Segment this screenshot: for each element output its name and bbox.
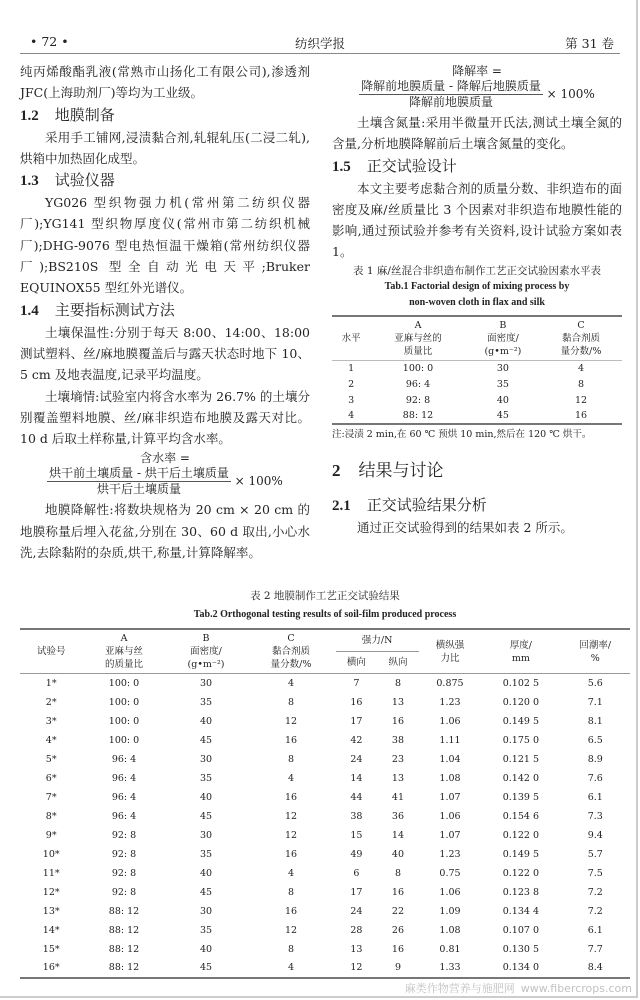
- table-cell: 40: [199, 943, 213, 955]
- paragraph: 地膜降解性:将数块规格为 20 cm × 20 cm 的地膜称量后埋入花盆,分别在 30、60 d 取出,小心水洗,去除黏附的杂质,烘干,称量,计算降解率。: [20, 502, 310, 561]
- paragraph: 纯丙烯酸酯乳液(常熟市山扬化工有限公司),渗透剂 JFC(上海助剂厂)等均为工业级。: [20, 64, 310, 101]
- table-cell: 6: [353, 867, 360, 879]
- table-cell: 1*: [45, 677, 57, 689]
- table-cell: 16: [350, 696, 363, 708]
- table-cell: 30: [199, 753, 213, 765]
- table-cell: 8.4: [587, 962, 603, 973]
- table-cell: 0.81: [439, 943, 461, 955]
- table-cell: 0.102 5: [502, 677, 539, 689]
- table-cell: 12: [350, 962, 363, 973]
- table-cell: 8*: [45, 810, 57, 822]
- degradation-formula: 降解率 = $\frac{\text{降解前地膜质量 - 降解后地膜质量}}{\text{降解前地膜质量}}$ × 100%: [361, 64, 595, 109]
- table-cell: 49: [350, 848, 363, 860]
- table-cell: 0.120 0: [502, 696, 539, 708]
- table-cell: 0.122 0: [502, 829, 539, 841]
- table-cell: 1.08: [439, 924, 461, 936]
- page-number: • 72 •: [30, 34, 69, 49]
- table-cell: 4: [578, 363, 585, 375]
- table-cell: 26: [391, 924, 405, 936]
- table-cell: 4: [287, 772, 295, 784]
- table-cell: 12: [574, 394, 588, 406]
- table-row: [332, 360, 622, 376]
- table-row: [20, 864, 630, 883]
- table-cell: 1.06: [439, 715, 461, 727]
- table-cell: 88: 12: [108, 905, 140, 917]
- table-cell: 38: [391, 734, 405, 746]
- table2-caption-cn: 表 2 地膜制作工艺正交试验结果: [250, 590, 400, 602]
- table-cell: 1.08: [439, 772, 461, 784]
- section-heading-2-1: 2.1 正交试验结果分析: [332, 496, 487, 515]
- table-cell: 36: [391, 810, 405, 822]
- table-cell: 41: [391, 791, 405, 803]
- table-cell: 35: [199, 924, 213, 936]
- table-cell: 45: [496, 410, 509, 422]
- table-cell: 16: [391, 886, 405, 898]
- table-cell: 14: [350, 772, 363, 784]
- table-row: [20, 902, 630, 921]
- table-cell: 100: 0: [108, 715, 140, 727]
- table-cell: 0.149 5: [502, 715, 539, 727]
- section-heading-1-4: 1.4 主要指标测试方法: [20, 300, 175, 319]
- table-row: [20, 788, 630, 807]
- table-cell: 88: 12: [108, 943, 140, 955]
- table-cell: 22: [391, 905, 405, 917]
- table1-note: 注:浸渍 2 min,在 60 ℃ 预烘 10 min,然后在 120 ℃ 烘干。: [332, 429, 592, 441]
- table-row: [20, 693, 630, 712]
- section-heading-1-5: 1.5 正交试验设计: [332, 156, 457, 175]
- table-cell: 1.07: [439, 829, 461, 841]
- table1-caption-en: non-woven cloth in flax and silk: [409, 296, 545, 308]
- table-cell: 0.149 5: [502, 848, 539, 860]
- table2-block: [20, 588, 630, 979]
- table-cell: 0.123 8: [502, 886, 539, 898]
- table-cell: 35: [199, 696, 213, 708]
- table-cell: 96: 4: [111, 753, 137, 765]
- table-cell: 100: 0: [108, 677, 140, 689]
- table-cell: 92: 8: [111, 886, 137, 898]
- table2: [20, 628, 630, 979]
- table-cell: 24: [350, 753, 363, 765]
- table-cell: 96: 4: [111, 772, 137, 784]
- table-cell: 0.75: [439, 867, 461, 879]
- table-cell: 1.23: [439, 848, 461, 860]
- table1: [332, 315, 622, 426]
- table-cell: 40: [496, 394, 509, 406]
- table-cell: 42: [350, 734, 363, 746]
- table-cell: 16: [574, 410, 588, 422]
- col-header: 水平: [332, 316, 370, 361]
- section-heading-1-3: 1.3 试验仪器: [20, 171, 115, 190]
- table-cell: 7.2: [587, 905, 603, 917]
- table-cell: 14: [391, 829, 405, 841]
- table-row: [20, 921, 630, 940]
- left-column: [20, 61, 310, 563]
- table-cell: 45: [199, 810, 213, 822]
- table-cell: 16*: [42, 962, 60, 973]
- table-cell: 12: [284, 924, 298, 936]
- table-row: [20, 807, 630, 826]
- section-heading-1-2: 1.2 地膜制备: [20, 105, 115, 124]
- right-column: [332, 62, 622, 539]
- running-header: [20, 34, 620, 54]
- table-cell: 100: 0: [108, 734, 140, 746]
- table-cell: 30: [199, 905, 213, 917]
- paragraph: 土壤保温性:分别于每天 8:00、14:00、18:00 测试塑料、丝/麻地膜覆盖后与露天状态时地下 10、5 cm 及地表温度,记录平均温度。: [20, 324, 310, 383]
- table-cell: 0.130 5: [502, 943, 539, 955]
- table-cell: 40: [199, 867, 213, 879]
- table-cell: 88: 12: [108, 924, 140, 936]
- section-heading-2: 2 结果与讨论: [332, 461, 444, 482]
- table-cell: 16: [284, 791, 298, 803]
- table-cell: 35: [496, 378, 509, 390]
- table-cell: 28: [350, 924, 363, 936]
- paragraph: YG026 型织物强力机(常州第二纺织仪器厂);YG141 型织物厚度仪(常州市第二纺织机械厂);DHG-9076 型电热恒温干燥箱(常州纺织仪器厂);BS210S 型全自动光电天平;Bruker EQUINOX55 型红外光谱仪。: [20, 195, 310, 296]
- table-cell: 1: [348, 363, 355, 375]
- table-cell: 45: [199, 886, 213, 898]
- table-cell: 4: [348, 410, 355, 422]
- table-cell: 0.134 0: [502, 962, 539, 973]
- table-cell: 15*: [42, 943, 60, 955]
- table-cell: 0.134 4: [502, 905, 539, 917]
- table-cell: 0.875: [436, 677, 464, 689]
- table-cell: 5.7: [587, 848, 603, 860]
- table1-caption-cn: 表 1 麻/丝混合非织造布制作工艺正交试验因素水平表: [353, 264, 601, 277]
- table-row: [20, 883, 630, 902]
- table-cell: 15: [350, 829, 363, 841]
- col-header: B 面密度/ (g•m⁻²): [187, 633, 225, 670]
- table-cell: 13: [391, 772, 405, 784]
- table-cell: 1.06: [439, 886, 461, 898]
- table-cell: 12: [284, 810, 298, 822]
- table-cell: 8.9: [587, 753, 603, 765]
- table-cell: 8: [394, 867, 401, 879]
- table-cell: 13: [391, 696, 405, 708]
- table-cell: 8: [394, 677, 401, 689]
- col-header: A 亚麻与丝 的质量比: [104, 633, 143, 670]
- table-cell: 1.07: [439, 791, 461, 803]
- table-cell: 45: [199, 962, 213, 973]
- table-cell: 6*: [45, 772, 57, 784]
- table-cell: 5.6: [587, 677, 603, 689]
- table-cell: 35: [199, 772, 213, 784]
- table-cell: 0.139 5: [502, 791, 539, 803]
- col-header: C 黏合剂质 量分数/%: [270, 633, 312, 670]
- col-header: 回潮率/ %: [579, 639, 612, 664]
- table-cell: 0.122 0: [502, 867, 539, 879]
- table-cell: 4: [287, 962, 295, 973]
- paragraph: 采用手工铺网,浸渍黏合剂,轧辊轧压(二浸二轧),烘箱中加热固化成型。: [20, 129, 310, 166]
- volume-label: 第 31 卷: [565, 36, 614, 51]
- table-cell: 13: [350, 943, 363, 955]
- table-cell: 7.5: [587, 867, 603, 879]
- watermark: 麻类作物营养与施肥网 www.fibercrops.com: [404, 982, 632, 995]
- table-cell: 7.1: [587, 696, 603, 708]
- table-cell: 5*: [45, 753, 57, 765]
- table-cell: 9.4: [587, 829, 603, 841]
- table-cell: 16: [284, 734, 298, 746]
- table-cell: 4*: [45, 734, 57, 746]
- paragraph: 土壤墒情:试验室内将含水率为 26.7% 的土壤分别覆盖塑料地膜、丝/麻非织造布地膜及露天对比。10 d 后取土样称量,计算平均含水率。: [20, 388, 310, 447]
- table-row: [20, 750, 630, 769]
- table-row: [332, 392, 622, 408]
- table-cell: 30: [199, 829, 213, 841]
- table-row: [20, 845, 630, 864]
- table-cell: 3*: [45, 715, 57, 727]
- table-cell: 8: [287, 943, 295, 955]
- col-header: B 面密度/ (g•m⁻²): [466, 316, 540, 361]
- table-cell: 0.121 5: [502, 753, 539, 765]
- table-row: [20, 712, 630, 731]
- table-cell: 4: [287, 867, 295, 879]
- col-header: 横向: [346, 657, 366, 669]
- table-cell: 7.6: [587, 772, 603, 784]
- table-cell: 12: [284, 715, 298, 727]
- table-cell: 0.175 0: [502, 734, 539, 746]
- table-cell: 8: [287, 696, 295, 708]
- table-cell: 8.1: [587, 715, 603, 727]
- table-cell: 0.154 6: [502, 810, 539, 822]
- table-cell: 30: [496, 363, 509, 375]
- col-header: 试验号: [36, 646, 66, 657]
- table-row: [20, 959, 630, 978]
- paragraph: 本文主要考虑黏合剂的质量分数、非织造布的面密度及麻/丝质量比 3 个因素对非织造布地膜性能的影响,通过预试验并参考有关资料,设计试验方案如表 1。: [332, 180, 622, 260]
- table-cell: 35: [199, 848, 213, 860]
- table-cell: 10*: [42, 848, 60, 860]
- col-header: 纵向: [388, 657, 408, 669]
- table-cell: 1.23: [439, 696, 461, 708]
- table-cell: 11*: [42, 867, 60, 879]
- table-cell: 7: [353, 677, 360, 689]
- paragraph: 土壤含氮量:采用半微量开氏法,测试土壤全氮的含量,分析地膜降解前后土壤含氮量的变化。: [332, 115, 622, 152]
- table-row: [20, 769, 630, 788]
- table-cell: 45: [199, 734, 213, 746]
- table-cell: 7.7: [587, 943, 603, 955]
- col-header: C 黏合剂质 量分数/%: [540, 316, 622, 361]
- paragraph: 通过正交试验得到的结果如表 2 所示。: [357, 520, 573, 536]
- table-cell: 100: 0: [108, 696, 140, 708]
- col-header: A 亚麻与丝的 质量比: [370, 316, 466, 361]
- table-cell: 16: [284, 905, 298, 917]
- table-cell: 1.33: [439, 962, 461, 973]
- table-cell: 92: 8: [111, 829, 137, 841]
- moisture-formula: 含水率 = $\frac{\text{烘干前土壤质量 - 烘干后土壤质量}}{\text{烘干后土壤质量}}$ × 100%: [49, 451, 283, 497]
- table-cell: 14*: [42, 924, 60, 936]
- table-cell: 8: [578, 378, 585, 390]
- table-cell: 3: [348, 394, 355, 406]
- table-cell: 40: [199, 715, 213, 727]
- col-header: 厚度/ mm: [509, 639, 532, 664]
- table-cell: 92: 8: [405, 394, 431, 406]
- table-cell: 1.06: [439, 810, 461, 822]
- table-cell: 96: 4: [111, 791, 137, 803]
- table-row: [332, 376, 622, 392]
- table-cell: 17: [350, 715, 363, 727]
- table-cell: 2*: [45, 696, 57, 708]
- col-header: 强力/N: [336, 629, 419, 652]
- journal-name: 纺织学报: [295, 36, 346, 51]
- table-cell: 40: [391, 848, 405, 860]
- table-row: [332, 408, 622, 424]
- table-cell: 7.2: [587, 886, 603, 898]
- table-cell: 8: [287, 753, 295, 765]
- table-row: [20, 940, 630, 959]
- table-cell: 9*: [45, 829, 57, 841]
- col-header: 横纵强 力比: [435, 639, 465, 664]
- table-cell: 6.1: [587, 791, 603, 803]
- table-cell: 16: [391, 715, 405, 727]
- table-cell: 88: 12: [108, 962, 140, 973]
- table-cell: 7.3: [587, 810, 603, 822]
- table-cell: 12: [284, 829, 298, 841]
- table-cell: 7*: [45, 791, 57, 803]
- table-cell: 44: [350, 791, 363, 803]
- table-cell: 6.1: [587, 924, 603, 936]
- table-cell: 30: [199, 677, 213, 689]
- table-cell: 2: [348, 378, 355, 390]
- table-cell: 0.142 0: [502, 772, 539, 784]
- table-cell: 4: [287, 677, 295, 689]
- table-cell: 8: [287, 886, 295, 898]
- table-cell: 100: 0: [402, 363, 434, 375]
- table-cell: 16: [391, 943, 405, 955]
- table-cell: 12*: [42, 886, 60, 898]
- table-row: [20, 826, 630, 845]
- table-cell: 96: 4: [111, 810, 137, 822]
- table-cell: 9: [394, 962, 401, 973]
- table-cell: 96: 4: [405, 378, 431, 390]
- table-cell: 1.04: [439, 753, 461, 765]
- table-cell: 92: 8: [111, 867, 137, 879]
- table-cell: 88: 12: [402, 410, 434, 422]
- table-row: [20, 731, 630, 750]
- table-cell: 24: [350, 905, 363, 917]
- table-cell: 23: [391, 753, 405, 765]
- table-cell: 40: [199, 791, 213, 803]
- table-cell: 1.11: [439, 734, 461, 746]
- table-cell: 0.107 0: [502, 924, 539, 936]
- table-cell: 92: 8: [111, 848, 137, 860]
- table-cell: 16: [284, 848, 298, 860]
- table2-caption-en: Tab.2 Orthogonal testing results of soil-film produced process: [193, 609, 457, 620]
- table-cell: 17: [350, 886, 363, 898]
- table-cell: 38: [350, 810, 363, 822]
- table-cell: 6.5: [587, 734, 603, 746]
- table-cell: 1.09: [439, 905, 461, 917]
- table1-caption-en: Tab.1 Factorial design of mixing process by: [384, 280, 570, 292]
- table-row: [20, 674, 630, 693]
- table-cell: 13*: [42, 905, 60, 917]
